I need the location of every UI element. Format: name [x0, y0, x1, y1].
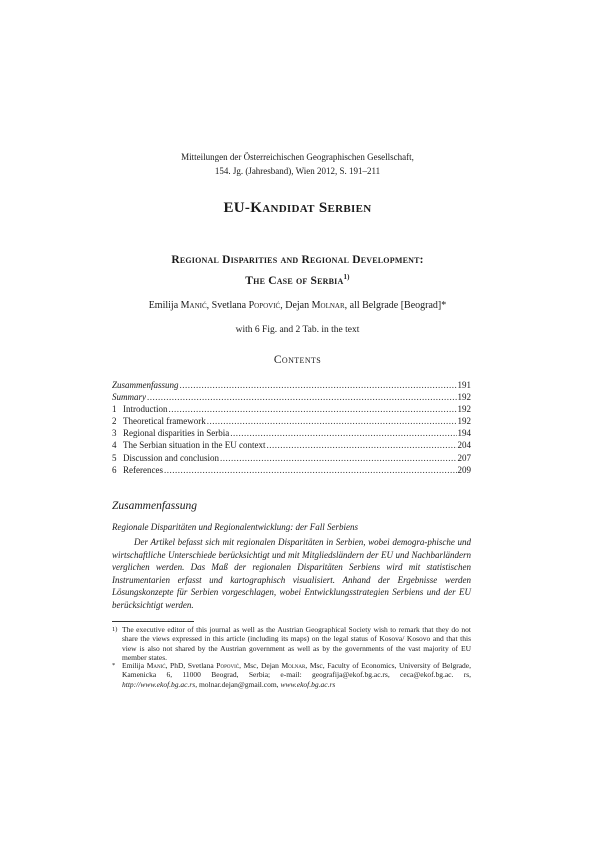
title-footnote-link[interactable]: 1) — [343, 273, 350, 281]
author-affiliation-suffix: , all Belgrade [Beograd]* — [344, 300, 447, 311]
toc-entry-title: Regional disparities in Serbia — [123, 428, 230, 439]
footnote-2 — [112, 661, 471, 689]
journal-line-2: 154. Jg. (Jahresband), Wien 2012, S. 191–211 — [214, 165, 381, 176]
fn2-author-2-last: Popović — [216, 661, 240, 670]
toc-entry[interactable] — [112, 404, 471, 416]
author-line — [0, 300, 595, 311]
toc-entry-title: Theoretical framework — [123, 416, 206, 427]
author-3-last: Molnar — [311, 300, 345, 311]
toc-entry[interactable] — [112, 453, 471, 465]
journal-line-1: Mitteilungen der Österreichischen Geographischen Gesellschaft, — [181, 152, 414, 162]
toc-entry[interactable] — [112, 380, 471, 392]
toc-entry-title: References — [123, 464, 163, 475]
author-sep-2: , Dejan — [280, 300, 312, 311]
toc-entry-page: 209 — [457, 464, 471, 475]
toc-entry[interactable] — [112, 428, 471, 440]
footnote-divider — [112, 621, 194, 622]
footnote-1-mark: 1) — [112, 626, 118, 633]
toc-leader-dots — [207, 416, 457, 426]
zusammenfassung-subtitle: Regionale Disparitäten und Regionalentwicklung: der Fall Serbiens — [112, 522, 358, 532]
footnote-2-text — [122, 661, 471, 689]
article-title-line-1: Regional Disparities and Regional Development: — [171, 254, 424, 266]
footnote-1-text: The executive editor of this journal as well as the Austrian Geographical Society wish to remark that they do not share the views expressed in this article (including its maps) on the legal status of Kosova/ Kosovo and that this view is also not shared by the Austrian government as well as by the governments of the vast majority of EU member states. — [122, 625, 471, 663]
toc-entry-title: The Serbian situation in the EU context — [123, 440, 266, 451]
zusammenfassung-heading: Zusammenfassung — [112, 500, 197, 512]
toc-entry[interactable] — [112, 416, 471, 428]
fn2-email-2: , molnar.dejan@gmail.com, — [195, 679, 281, 689]
toc-leader-dots — [164, 465, 457, 475]
toc-leader-dots — [230, 428, 456, 438]
toc-entry-page: 204 — [457, 440, 471, 451]
toc-leader-dots — [169, 404, 457, 414]
figures-note: with 6 Fig. and 2 Tab. in the text — [235, 325, 360, 335]
toc-entry-number: 2 — [112, 416, 117, 427]
author-2-last: Popović — [248, 300, 281, 311]
table-of-contents — [112, 380, 471, 477]
toc-entry[interactable] — [112, 440, 471, 452]
fn2-url-1[interactable]: http://www.ekof.bg.ac.rs — [122, 679, 196, 689]
toc-entry-page: 194 — [457, 428, 471, 439]
toc-leader-dots — [147, 392, 457, 402]
article-title — [0, 252, 595, 290]
toc-entry-page: 207 — [457, 452, 471, 463]
toc-entry-page: 191 — [457, 380, 471, 390]
author-1-last: Manić — [180, 300, 207, 311]
toc-entry[interactable] — [112, 465, 471, 477]
fn2-author-3-last: Molnar — [281, 661, 306, 670]
toc-entry-page: 192 — [457, 392, 471, 403]
toc-entry-number: 3 — [112, 428, 117, 439]
toc-entry-number: 5 — [112, 452, 117, 463]
toc-entry-title: Zusammenfassung — [112, 380, 179, 390]
fn2-author-2-degree: , Msc, Dejan — [239, 661, 282, 670]
toc-entry-number: 4 — [112, 440, 117, 451]
author-1-first: Emilija — [148, 300, 181, 311]
toc-entry-number: 6 — [112, 464, 117, 475]
zusammenfassung-body: Der Artikel befasst sich mit regionalen Disparitäten in Serbien, wobei demogra-phische und wirtschaftliche Unterschiede berücksichtigt und mit Mitgliedsländern der EU und Nachbarländern verglichen werden. Das Maß der regionalen Disparitäten Serbiens wird mit statistischen Instrumentarien erfasst und kartographisch visualisiert. Anhand der Ergebnisse werden Lösungskonzepte für Serbien vorgeschlagen, wobei Entwicklungsstrategien Serbiens und der EU berücksichtigt werden. — [112, 537, 471, 610]
toc-entry-title: Summary — [112, 392, 146, 403]
article-title-line-2-text: The Case of Serbia — [245, 274, 344, 287]
section-title: EU-Kandidat Serbien — [223, 200, 372, 216]
toc-leader-dots — [180, 380, 457, 390]
toc-leader-dots — [220, 453, 457, 463]
toc-entry-title: Introduction — [123, 404, 168, 415]
fn2-author-1-last: Manić — [146, 661, 166, 670]
journal-citation — [0, 151, 595, 178]
fn2-url-2[interactable]: www.ekof.bg.ac.rs — [280, 679, 336, 689]
toc-entry-page: 192 — [457, 404, 471, 415]
contents-heading: Contents — [273, 354, 322, 366]
fn2-affiliation-and-email: , Msc, Faculty of Economics, University of Belgrade, Kamenicka 6, 11000 Beograd, Serbia; e-mail: geografija@ekof.bg.ac.rs, ceca@ekof.bg.ac. rs, — [122, 661, 472, 680]
article-title-line-2 — [0, 269, 595, 290]
fn2-author-1-degree: , PhD, Svetlana — [165, 661, 217, 670]
toc-entry-page: 192 — [457, 416, 471, 427]
footnote-1 — [112, 625, 471, 663]
toc-entry[interactable] — [112, 392, 471, 404]
toc-entry-number: 1 — [112, 404, 117, 415]
footnote-2-mark: * — [112, 662, 116, 669]
author-sep-1: , Svetlana — [206, 300, 249, 311]
toc-leader-dots — [266, 440, 456, 450]
toc-entry-title: Discussion and conclusion — [123, 452, 219, 463]
fn2-author-1-first: Emilija — [122, 661, 147, 670]
